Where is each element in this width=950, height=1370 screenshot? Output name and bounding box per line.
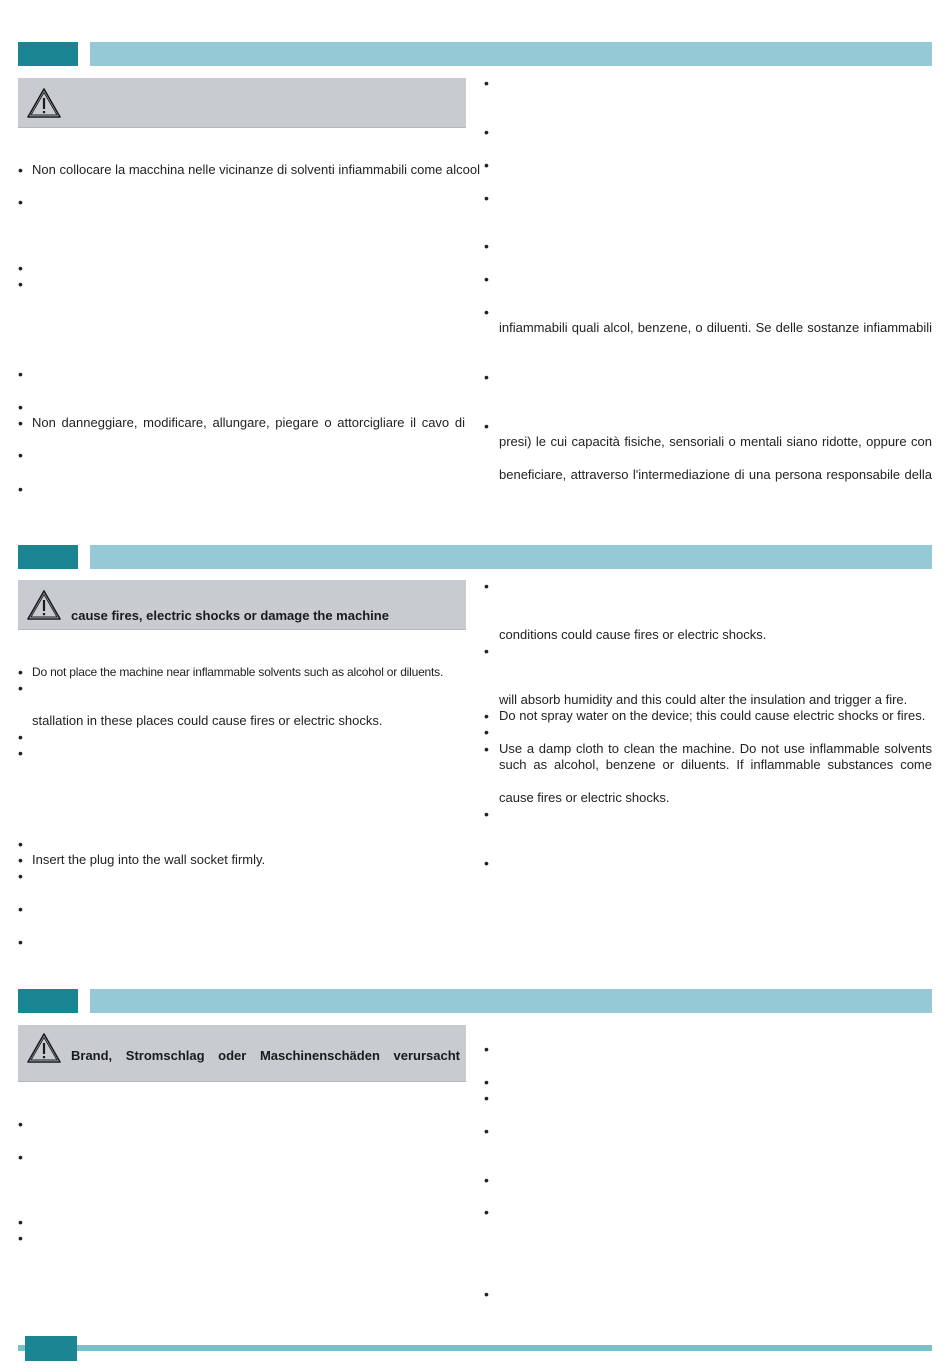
- bullet: •: [484, 418, 489, 434]
- en-left-line-1: Do not place the machine near inflammable solvents such as alcohol or diluents.: [32, 665, 444, 679]
- warning-box-it: [18, 78, 466, 128]
- bullet: •: [484, 238, 489, 254]
- warning-box-en: [18, 580, 466, 630]
- bullet: •: [484, 124, 489, 140]
- bullet: •: [18, 260, 23, 276]
- bullet: •: [484, 643, 489, 659]
- footer-tab: [25, 1336, 77, 1361]
- en-right-line-2: will absorb humidity and this could alter the insulation and trigger a fire.: [499, 692, 908, 707]
- bullet: •: [484, 708, 489, 724]
- en-right-line-6: cause fires or electric shocks.: [499, 790, 670, 805]
- bullet: •: [484, 1041, 489, 1057]
- section-tab-it: [18, 42, 78, 66]
- en-right-line-1: conditions could cause fires or electric shocks.: [499, 627, 767, 642]
- bullet: •: [18, 836, 23, 852]
- section-bar-it: [90, 42, 932, 66]
- bullet: •: [484, 578, 489, 594]
- bullet: •: [18, 447, 23, 463]
- section-tab-de: [18, 989, 78, 1013]
- bullet: •: [484, 806, 489, 822]
- bullet: •: [484, 369, 489, 385]
- bullet: •: [18, 276, 23, 292]
- bullet: •: [484, 190, 489, 206]
- section-tab-en: [18, 545, 78, 569]
- it-right-line-3: beneficiare, attraverso l'intermediazione di una persona responsabile della: [499, 467, 932, 482]
- warning-box-de: [18, 1025, 466, 1082]
- bullet: •: [18, 934, 23, 950]
- warning-triangle-icon: [26, 1032, 62, 1064]
- bullet: •: [484, 741, 489, 757]
- bullet: •: [18, 852, 23, 868]
- bullet: •: [18, 399, 23, 415]
- bullet: •: [18, 1116, 23, 1132]
- bullet: •: [484, 1286, 489, 1302]
- bullet: •: [484, 1074, 489, 1090]
- bullet: •: [18, 366, 23, 382]
- warning-triangle-icon: [26, 87, 62, 119]
- bullet: •: [18, 680, 23, 696]
- bullet: •: [18, 162, 23, 178]
- bullet: •: [18, 745, 23, 761]
- bullet: •: [484, 1204, 489, 1220]
- bullet: •: [18, 901, 23, 917]
- warning-text-de: Brand, Stromschlag oder Maschinenschäden verursacht: [71, 1048, 460, 1063]
- it-right-line-1: infiammabili quali alcol, benzene, o diluenti. Se delle sostanze infiammabili: [499, 320, 932, 335]
- section-header-en: [0, 545, 950, 569]
- bullet: •: [484, 75, 489, 91]
- bullet: •: [18, 1230, 23, 1246]
- bullet: •: [484, 1172, 489, 1188]
- en-left-line-2: stallation in these places could cause fires or electric shocks.: [32, 713, 383, 728]
- section-header-de: [0, 989, 950, 1013]
- bullet: •: [484, 304, 489, 320]
- bullet: •: [18, 415, 23, 431]
- bullet: •: [484, 724, 489, 740]
- bullet: •: [484, 1090, 489, 1106]
- en-left-line-3: Insert the plug into the wall socket firmly.: [32, 852, 266, 867]
- bullet: •: [484, 855, 489, 871]
- en-right-line-3: Do not spray water on the device; this could cause electric shocks or fires.: [499, 708, 926, 723]
- bullet: •: [18, 481, 23, 497]
- bullet: •: [484, 157, 489, 173]
- section-bar-en: [90, 545, 932, 569]
- warning-triangle-icon: [26, 589, 62, 621]
- bullet: •: [484, 1123, 489, 1139]
- en-right-line-4: Use a damp cloth to clean the machine. Do not use inflammable solvents: [499, 741, 932, 756]
- it-left-line-1: Non collocare la macchina nelle vicinanze di solventi infiammabili come alcool: [32, 162, 480, 177]
- it-left-line-2: Non danneggiare, modificare, allungare, piegare o attorcigliare il cavo di: [32, 415, 465, 430]
- it-right-line-2: presi) le cui capacità fisiche, sensoriali o mentali siano ridotte, oppure con: [499, 434, 932, 449]
- bullet: •: [18, 729, 23, 745]
- bullet: •: [18, 664, 23, 680]
- bullet: •: [18, 868, 23, 884]
- bullet: •: [18, 1149, 23, 1165]
- en-right-line-5: such as alcohol, benzene or diluents. If inflammable substances come: [499, 757, 932, 772]
- warning-text-en: cause fires, electric shocks or damage the machine: [71, 608, 389, 623]
- footer-rule: [18, 1345, 932, 1351]
- bullet: •: [484, 271, 489, 287]
- bullet: •: [18, 194, 23, 210]
- section-header-it: [0, 42, 950, 66]
- section-bar-de: [90, 989, 932, 1013]
- bullet: •: [18, 1214, 23, 1230]
